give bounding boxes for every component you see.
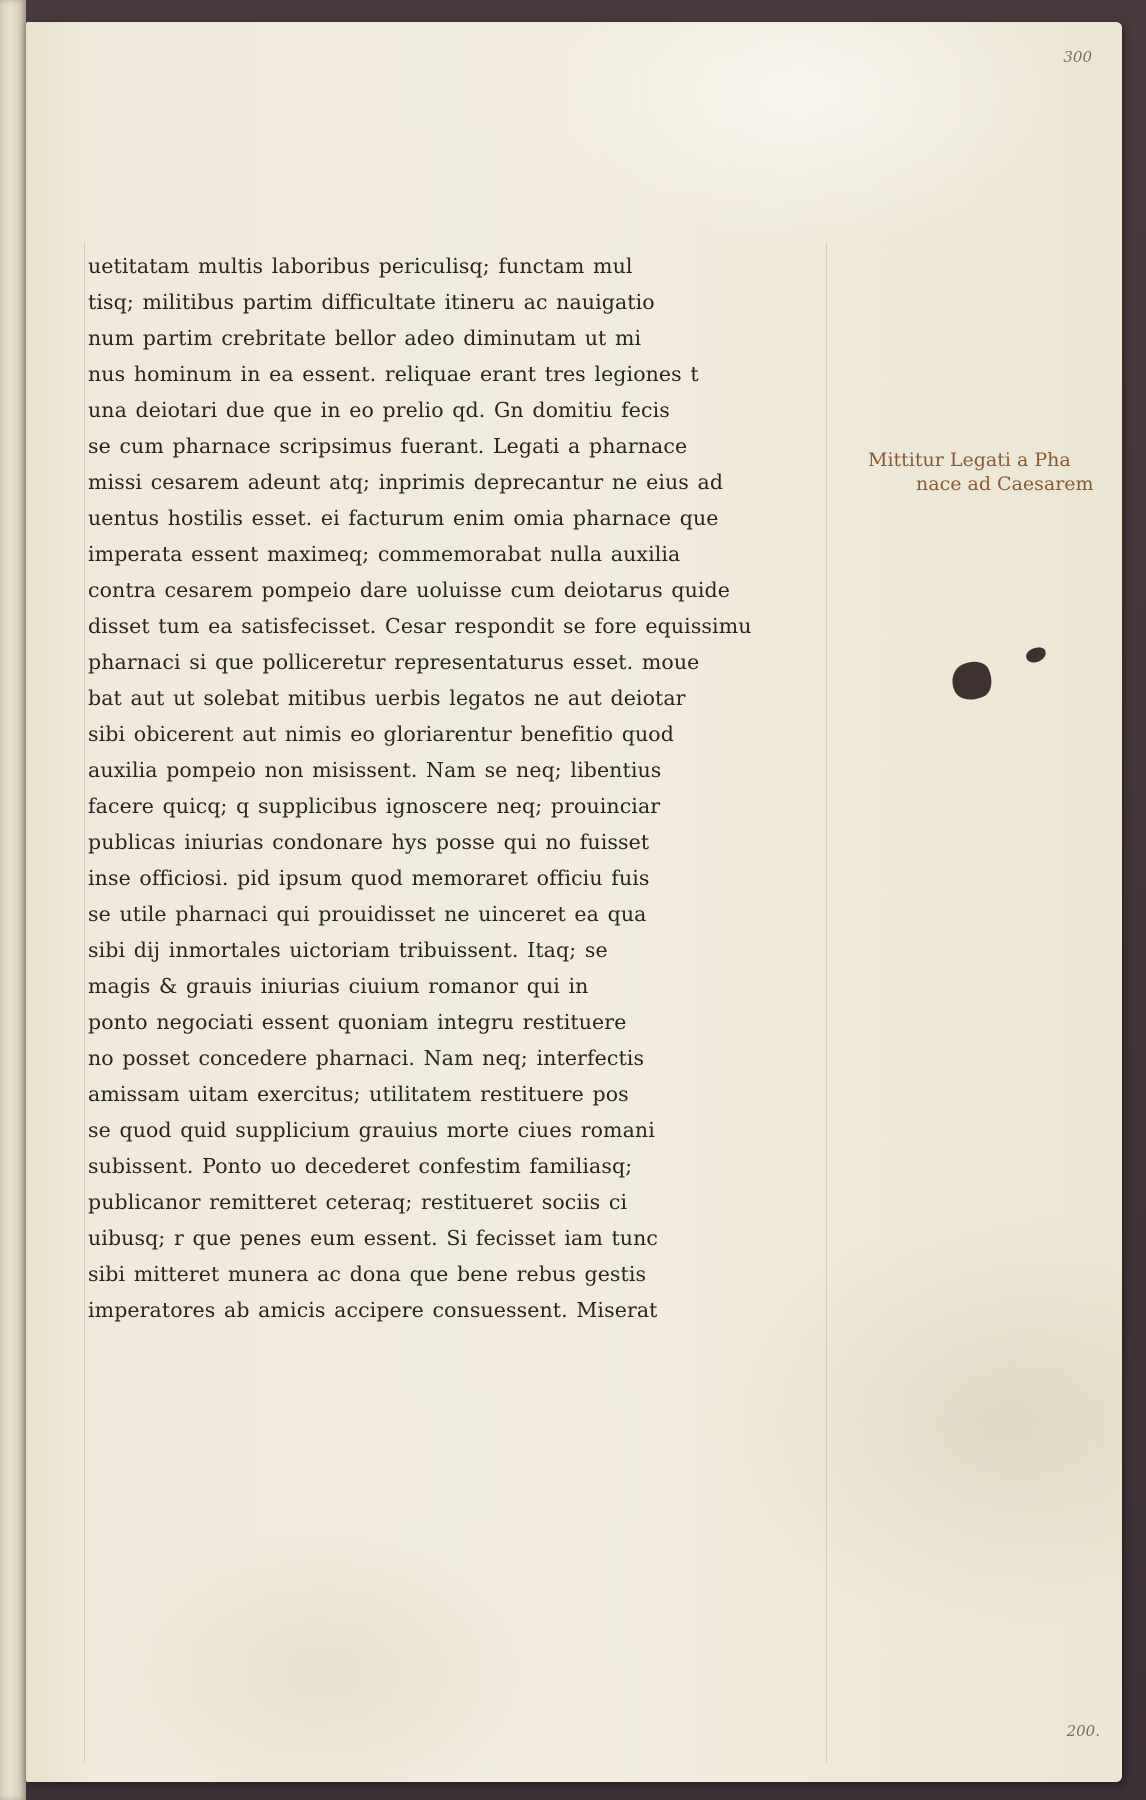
previous-page-edge xyxy=(0,0,26,1800)
manuscript-page xyxy=(26,22,1122,1782)
text-line-28: uibusq; r que penes eum essent. Si fecisset iam tunc xyxy=(88,1226,658,1250)
parchment-hole-small xyxy=(1025,646,1048,665)
text-line-4: nus hominum in ea essent. reliquae erant tres legiones t xyxy=(88,362,699,386)
text-line-24: amissam uitam exercitus; utilitatem restituere pos xyxy=(88,1082,629,1106)
text-line-10: contra cesarem pompeio dare uoluisse cum deiotarus quide xyxy=(88,578,730,602)
folio-number-bottom: 200. xyxy=(1066,1722,1100,1740)
marginal-note xyxy=(868,448,1108,496)
marginal-note-line-1: Mittitur Legati a Pha xyxy=(868,449,1071,471)
text-line-16: facere quicq; q supplicibus ignoscere neq; prouinciar xyxy=(88,794,661,818)
text-line-25: se quod quid supplicium grauius morte ciues romani xyxy=(88,1118,655,1142)
text-line-20: sibi dij inmortales uictoriam tribuissent. Itaq; se xyxy=(88,938,608,962)
text-line-27: publicanor remitteret ceteraq; restitueret sociis ci xyxy=(88,1190,628,1214)
text-line-3: num partim crebritate bellor adeo diminutam ut mi xyxy=(88,326,642,350)
text-line-14: sibi obicerent aut nimis eo gloriarentur benefitio quod xyxy=(88,722,674,746)
text-line-17: publicas iniurias condonare hys posse qui no fuisset xyxy=(88,830,650,854)
text-line-30: imperatores ab amicis accipere consuessent. Miserat xyxy=(88,1298,658,1322)
text-line-1: uetitatam multis laboribus periculisq; functam mul xyxy=(88,254,633,278)
text-line-12: pharnaci si que polliceretur representaturus esset. moue xyxy=(88,650,700,674)
text-line-6: se cum pharnace scripsimus fuerant. Legati a pharnace xyxy=(88,434,688,458)
text-line-9: imperata essent maximeq; commemorabat nulla auxilia xyxy=(88,542,681,566)
text-line-21: magis & grauis iniurias ciuium romanor qui in xyxy=(88,974,589,998)
marginal-note-line-2: nace ad Caesarem xyxy=(916,473,1094,495)
main-text-block xyxy=(88,248,848,1328)
text-line-29: sibi mitteret munera ac dona que bene rebus gestis xyxy=(88,1262,647,1286)
ruling-line-left xyxy=(84,242,85,1762)
folio-number-top: 300 xyxy=(1063,48,1092,66)
text-line-5: una deiotari due que in eo prelio qd. Gn domitiu fecis xyxy=(88,398,670,422)
text-line-7: missi cesarem adeunt atq; inprimis deprecantur ne eius ad xyxy=(88,470,724,494)
text-line-11: disset tum ea satisfecisset. Cesar respondit se fore equissimu xyxy=(88,614,752,638)
text-line-13: bat aut ut solebat mitibus uerbis legatos ne aut deiotar xyxy=(88,686,686,710)
text-line-2: tisq; militibus partim difficultate itineru ac nauigatio xyxy=(88,290,655,314)
text-line-23: no posset concedere pharnaci. Nam neq; interfectis xyxy=(88,1046,645,1070)
text-line-18: inse officiosi. pid ipsum quod memoraret officiu fuis xyxy=(88,866,650,890)
text-line-15: auxilia pompeio non misissent. Nam se neq; libentius xyxy=(88,758,662,782)
text-line-19: se utile pharnaci qui prouidisset ne uinceret ea qua xyxy=(88,902,647,926)
text-line-8: uentus hostilis esset. ei facturum enim omia pharnace que xyxy=(88,506,719,530)
text-line-22: ponto negociati essent quoniam integru restituere xyxy=(88,1010,627,1034)
text-line-26: subissent. Ponto uo decederet confestim familiasq; xyxy=(88,1154,633,1178)
parchment-hole xyxy=(946,655,998,706)
